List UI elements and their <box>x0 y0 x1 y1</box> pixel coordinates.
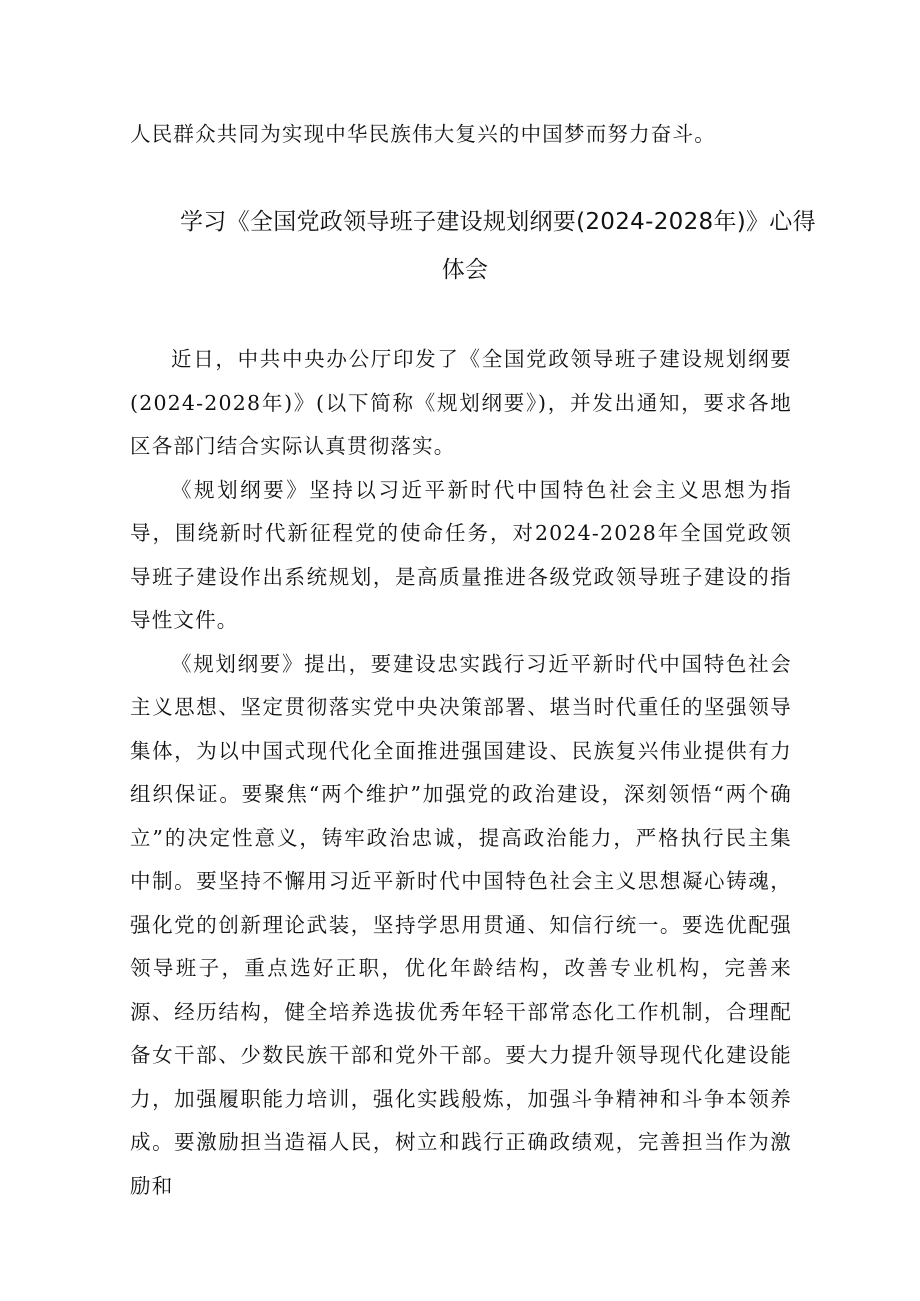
paragraph-3: 《规划纲要》提出，要建设忠实践行习近平新时代中国特色社会主义思想、坚定贯彻落实党中央决策部署、堪当时代重任的坚强领导集体，为以中国式现代化全面推进强国建设、民族复兴伟业提供有力组织保证。要聚焦“两个维护”加强党的政治建设，深刻领悟“两个确立”的决定性意义，铸牢政治忠诚，提高政治能力，严格执行民主集中制。要坚持不懈用习近平新时代中国特色社会主义思想凝心铸魂，强化党的创新理论武装，坚持学思用贯通、知信行统一。要选优配强领导班子，重点选好正职，优化年龄结构，改善专业机构，完善来源、经历结构，健全培养选拔优秀年轻干部常态化工作机制，合理配备女干部、少数民族干部和党外干部。要大力提升领导现代化建设能力，加强履职能力培训，强化实践般炼，加强斗争精神和斗争本领养成。要激励担当造福人民，树立和践行正确政绩观，完善担当作为激励和 <box>130 651 792 1198</box>
paragraph-2: 《规划纲要》坚持以习近平新时代中国特色社会主义思想为指导，围绕新时代新征程党的使命任务，对2024-2028年全国党政领导班子建设作出系统规划，是高质量推进各级党政领导班子建设的指导性文件。 <box>130 477 792 632</box>
article-body <box>130 338 792 1208</box>
document-title <box>130 198 816 294</box>
continuation-paragraph: 人民群众共同为实现中华民族伟大复兴的中国梦而努力奋斗。 <box>130 122 716 146</box>
title-line-2: 体会 <box>441 257 489 283</box>
paragraph-1: 近日，中共中央办公厅印发了《全国党政领导班子建设规划纲要(2024-2028年)》(以下简称《规划纲要》)，并发出通知，要求各地区各部门结合实际认真贯彻落实。 <box>130 347 792 458</box>
title-line-1: 学习《全国党政领导班子建设规划纲要(2024-2028年)》心得 <box>180 209 816 235</box>
